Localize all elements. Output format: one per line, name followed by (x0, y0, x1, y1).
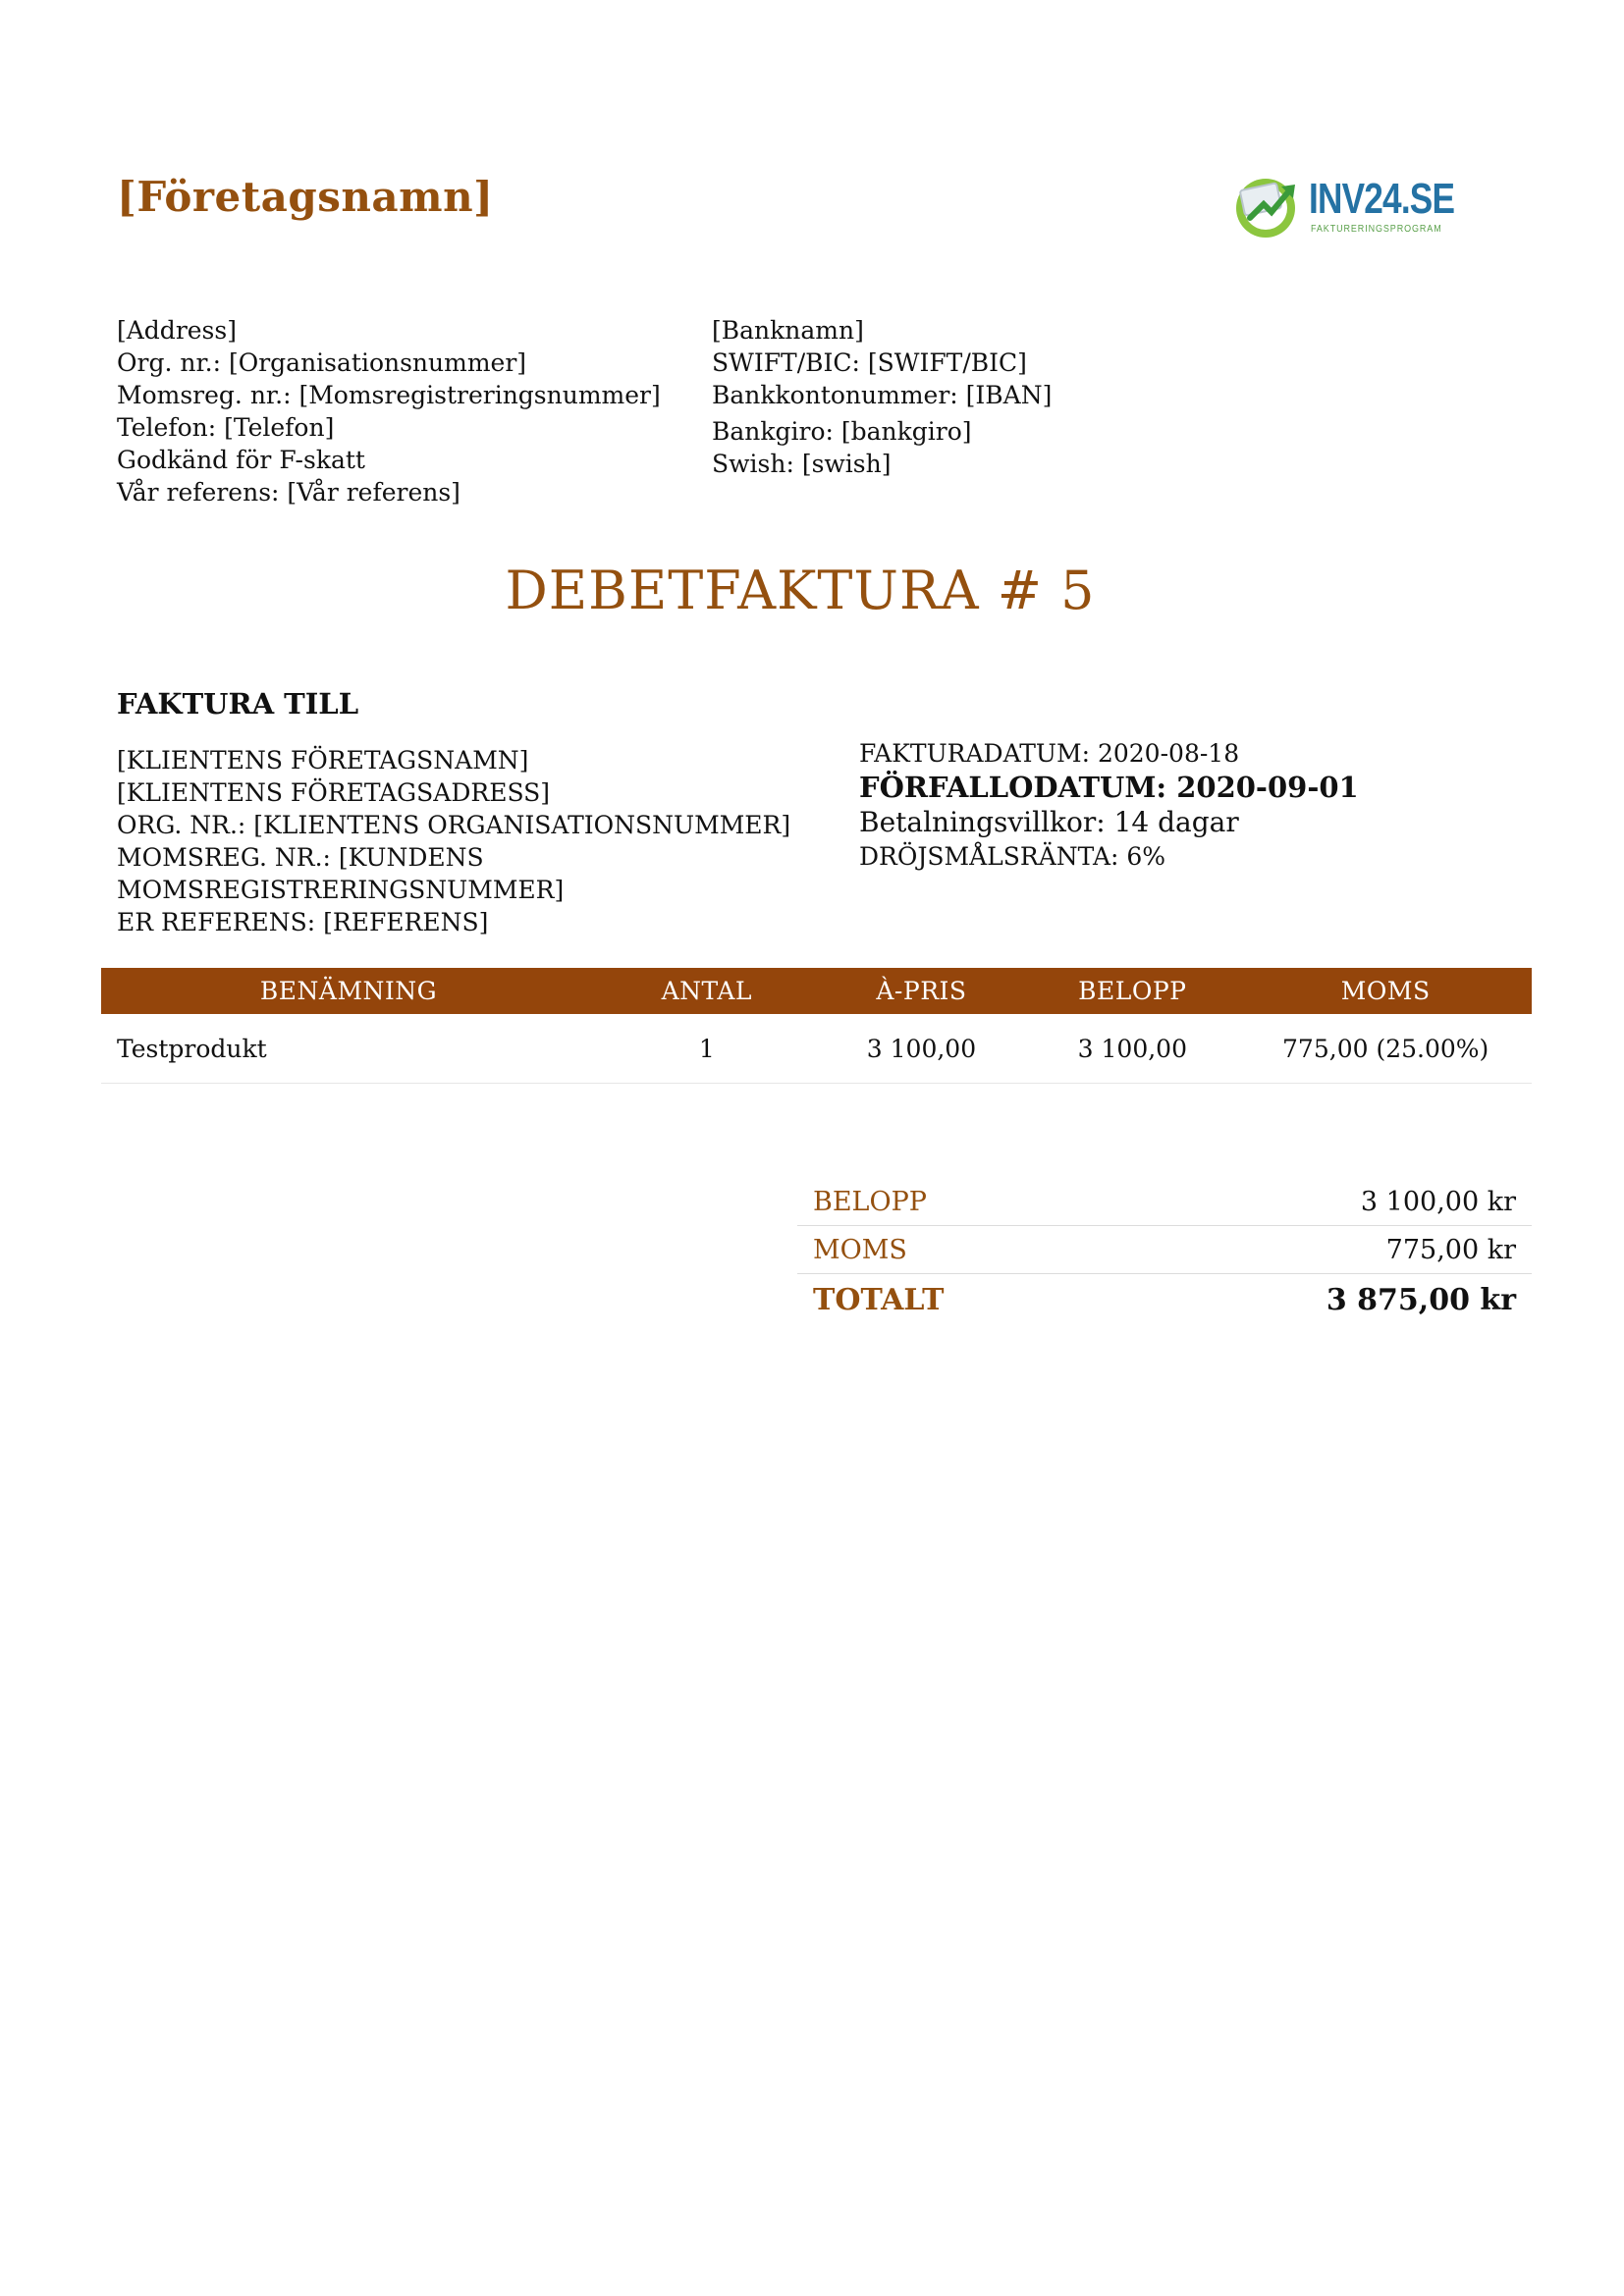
column-header-vat: MOMS (1239, 968, 1532, 1014)
client-address: [KLIENTENS FÖRETAGSADRESS] (117, 778, 551, 807)
bank-swift: SWIFT/BIC: [SWIFT/BIC] (712, 348, 1027, 377)
document-title: DEBETFAKTURA # 5 (505, 560, 1096, 621)
seller-address: [Address] (117, 316, 237, 345)
client-company: [KLIENTENS FÖRETAGSNAMN] (117, 746, 529, 774)
invoice-dates (859, 738, 1359, 874)
table-row (101, 1014, 1532, 1084)
bank-name: [Banknamn] (712, 316, 864, 345)
bank-account: Bankkontonummer: [IBAN] (712, 381, 1053, 409)
cell-quantity: 1 (596, 1014, 818, 1084)
logo-icon (1230, 169, 1305, 243)
client-reference: ER REFERENS: [REFERENS] (117, 908, 489, 936)
cell-vat: 775,00 (25.00%) (1239, 1014, 1532, 1084)
cell-amount: 3 100,00 (1025, 1014, 1239, 1084)
client-vat-nr-line1: MOMSREG. NR.: [KUNDENS (117, 843, 484, 872)
seller-ftax: Godkänd för F-skatt (117, 446, 365, 474)
totals-amount-row (797, 1178, 1532, 1226)
grand-total-label: TOTALT (813, 1282, 945, 1317)
totals-amount-label: BELOPP (797, 1178, 1109, 1226)
table-header-row (101, 968, 1532, 1014)
client-org-nr: ORG. NR.: [KLIENTENS ORGANISATIONSNUMMER] (117, 811, 791, 839)
logo-brand-text: INV24.SE (1309, 175, 1455, 223)
company-name: [Företagsnamn] (117, 173, 494, 221)
column-header-unit-price: À-PRIS (818, 968, 1026, 1014)
brand-logo (1230, 167, 1455, 245)
cell-description: Testprodukt (101, 1014, 596, 1084)
seller-reference: Vår referens: [Vår referens] (117, 478, 460, 507)
client-info (117, 744, 790, 938)
totals-grand-total-row (797, 1274, 1532, 1326)
column-header-description: BENÄMNING (101, 968, 596, 1014)
line-items-table (101, 968, 1532, 1084)
bank-swish: Swish: [swish] (712, 450, 892, 478)
grand-total-value: 3 875,00 kr (1326, 1282, 1516, 1317)
payment-terms: Betalningsvillkor: 14 dagar (859, 806, 1239, 838)
column-header-amount: BELOPP (1025, 968, 1239, 1014)
seller-org-nr: Org. nr.: [Organisationsnummer] (117, 348, 527, 377)
bill-to-heading: FAKTURA TILL (117, 687, 359, 721)
totals-amount-value: 3 100,00 kr (1109, 1178, 1532, 1226)
column-header-quantity: ANTAL (596, 968, 818, 1014)
totals-vat-label: MOMS (797, 1226, 1109, 1274)
cell-unit-price: 3 100,00 (818, 1014, 1026, 1084)
due-date: FÖRFALLODATUM: 2020-09-01 (859, 771, 1359, 804)
totals-vat-row (797, 1226, 1532, 1274)
seller-vat-nr: Momsreg. nr.: [Momsregistreringsnummer] (117, 381, 661, 409)
totals-vat-value: 775,00 kr (1109, 1226, 1532, 1274)
bank-bankgiro: Bankgiro: [bankgiro] (712, 417, 972, 446)
late-interest: DRÖJSMÅLSRÄNTA: 6% (859, 842, 1166, 871)
seller-info (117, 314, 661, 508)
seller-phone: Telefon: [Telefon] (117, 413, 335, 442)
client-vat-nr-line2: MOMSREGISTRERINGSNUMMER] (117, 876, 565, 904)
totals-summary (797, 1178, 1532, 1325)
invoice-date: FAKTURADATUM: 2020-08-18 (859, 739, 1240, 768)
logo-tagline: FAKTURERINGSPROGRAM (1311, 224, 1442, 235)
bank-info (712, 314, 1052, 480)
